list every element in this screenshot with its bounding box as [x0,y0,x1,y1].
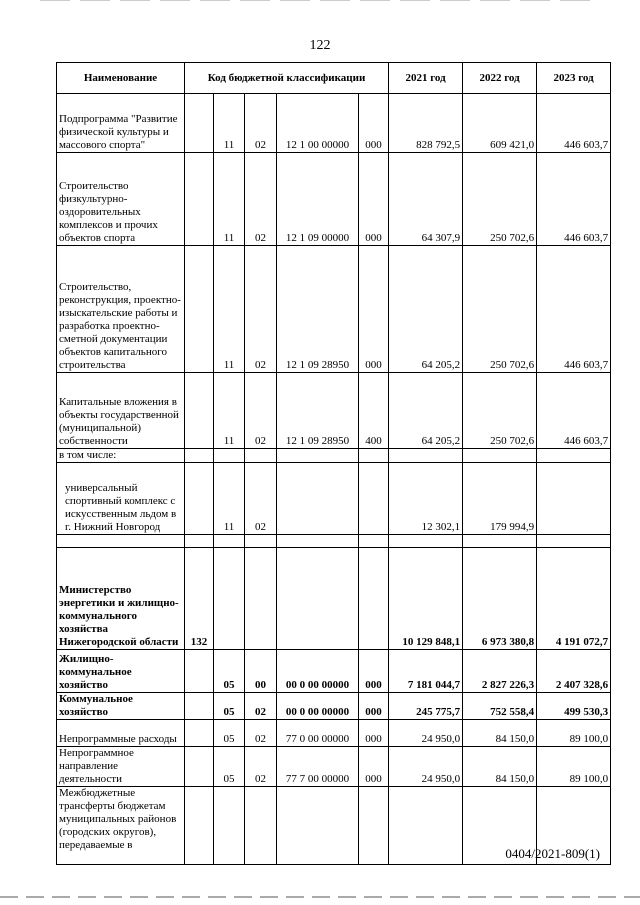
cell-podrazdel: 02 [245,693,277,720]
scan-edge-top [40,0,600,1]
cell-expense-type: 000 [359,747,389,787]
cell-2023: 446 603,7 [537,246,611,373]
cell-razdel [214,787,245,865]
budget-table [56,62,611,865]
cell-ved [185,94,214,153]
cell-2021: 828 792,5 [389,94,463,153]
table-row [57,246,611,373]
cell-2021: 64 205,2 [389,246,463,373]
cell-expense-type: 000 [359,153,389,246]
cell-ved [185,463,214,535]
cell-expense-type [359,463,389,535]
cell-podrazdel [245,449,277,463]
cell-2021: 24 950,0 [389,720,463,747]
cell-name: Строительство физкультурно-оздоровительных комплексов и прочих объектов спорта [57,153,185,246]
cell-name: универсальный спортивный комплекс с искусственным льдом в г. Нижний Новгород [57,463,185,535]
cell-name: Министерство энергетики и жилищно-коммунального хозяйства Нижегородской области [57,548,185,650]
cell-podrazdel [245,548,277,650]
table-row [57,747,611,787]
cell-expense-type [359,449,389,463]
table-row [57,720,611,747]
cell-ved [185,373,214,449]
cell-2022: 2 827 226,3 [463,650,537,693]
cell-2021 [389,535,463,548]
cell-ved [185,720,214,747]
cell-target: 12 1 09 00000 [277,153,359,246]
table-row [57,153,611,246]
cell-razdel [214,449,245,463]
cell-expense-type: 000 [359,693,389,720]
cell-name: Непрограммные расходы [57,720,185,747]
cell-expense-type: 000 [359,246,389,373]
cell-target: 00 0 00 00000 [277,650,359,693]
cell-ved [185,693,214,720]
cell-2021: 24 950,0 [389,747,463,787]
cell-2022: 179 994,9 [463,463,537,535]
cell-expense-type [359,535,389,548]
cell-razdel: 11 [214,246,245,373]
cell-2023: 446 603,7 [537,373,611,449]
cell-ved: 132 [185,548,214,650]
cell-2023: 89 100,0 [537,720,611,747]
cell-2022: 84 150,0 [463,720,537,747]
page-number: 122 [309,38,331,53]
cell-podrazdel [245,535,277,548]
cell-2022: 609 421,0 [463,94,537,153]
cell-target: 77 0 00 00000 [277,720,359,747]
cell-razdel: 05 [214,747,245,787]
cell-podrazdel: 00 [245,650,277,693]
header-name: Наименование [57,63,185,94]
cell-target [277,449,359,463]
cell-ved [185,747,214,787]
cell-name: Капитальные вложения в объекты государственной (муниципальной) собственности [57,373,185,449]
table-row [57,373,611,449]
cell-2022: 250 702,6 [463,246,537,373]
cell-2023: 499 530,3 [537,693,611,720]
cell-expense-type: 000 [359,650,389,693]
cell-target: 12 1 09 28950 [277,246,359,373]
cell-ved [185,650,214,693]
cell-2023: 446 603,7 [537,153,611,246]
cell-name: Межбюджетные трансферты бюджетам муниципальных районов (городских округов), передаваемые в [57,787,185,865]
cell-podrazdel: 02 [245,747,277,787]
cell-2021: 245 775,7 [389,693,463,720]
cell-2022: 752 558,4 [463,693,537,720]
header-code: Код бюджетной классификации [185,63,389,94]
table-row [57,693,611,720]
cell-name: в том числе: [57,449,185,463]
cell-2021 [389,449,463,463]
cell-podrazdel: 02 [245,720,277,747]
cell-2023 [537,463,611,535]
cell-2021: 10 129 848,1 [389,548,463,650]
cell-ved [185,449,214,463]
cell-razdel: 11 [214,94,245,153]
cell-expense-type: 400 [359,373,389,449]
cell-expense-type: 000 [359,94,389,153]
cell-razdel: 05 [214,720,245,747]
document-code: 0404/2021-809(1) [505,846,600,861]
header-2021: 2021 год [389,63,463,94]
header-2023: 2023 год [537,63,611,94]
header-2022: 2022 год [463,63,537,94]
cell-razdel [214,548,245,650]
cell-target: 77 7 00 00000 [277,747,359,787]
cell-target [277,548,359,650]
table-body [57,94,611,865]
cell-name [57,535,185,548]
cell-podrazdel: 02 [245,94,277,153]
cell-target [277,787,359,865]
cell-target [277,535,359,548]
cell-name: Жилищно-коммунальное хозяйство [57,650,185,693]
cell-target: 12 1 00 00000 [277,94,359,153]
cell-target: 12 1 09 28950 [277,373,359,449]
cell-razdel [214,535,245,548]
cell-2022: 250 702,6 [463,153,537,246]
cell-razdel: 11 [214,373,245,449]
cell-2021: 7 181 044,7 [389,650,463,693]
cell-name: Коммунальное хозяйство [57,693,185,720]
cell-podrazdel: 02 [245,463,277,535]
cell-2022: 250 702,6 [463,373,537,449]
cell-2021: 64 205,2 [389,373,463,449]
cell-2021: 12 302,1 [389,463,463,535]
cell-razdel: 05 [214,650,245,693]
cell-2023 [537,449,611,463]
table-row [57,449,611,463]
cell-2023: 446 603,7 [537,94,611,153]
cell-2022 [463,535,537,548]
table-row [57,463,611,535]
cell-podrazdel: 02 [245,246,277,373]
scan-edge-bottom [0,896,640,898]
cell-razdel: 11 [214,153,245,246]
cell-ved [185,153,214,246]
cell-ved [185,246,214,373]
cell-target [277,463,359,535]
cell-2023 [537,535,611,548]
cell-ved [185,535,214,548]
cell-2023: 4 191 072,7 [537,548,611,650]
cell-2022 [463,449,537,463]
cell-name: Непрограммное направление деятельности [57,747,185,787]
cell-2021 [389,787,463,865]
cell-podrazdel [245,787,277,865]
table-row [57,650,611,693]
cell-2022: 6 973 380,8 [463,548,537,650]
cell-2023: 2 407 328,6 [537,650,611,693]
cell-expense-type [359,787,389,865]
cell-target: 00 0 00 00000 [277,693,359,720]
cell-expense-type: 000 [359,720,389,747]
cell-podrazdel: 02 [245,153,277,246]
table-row [57,548,611,650]
cell-razdel: 05 [214,693,245,720]
cell-podrazdel: 02 [245,373,277,449]
header-row [57,63,611,94]
cell-2023: 89 100,0 [537,747,611,787]
cell-2021: 64 307,9 [389,153,463,246]
cell-name: Строительство, реконструкция, проектно-изыскательские работы и разработка проектно-сметной документации объектов капитального строительства [57,246,185,373]
cell-name: Подпрограмма "Развитие физической культуры и массового спорта" [57,94,185,153]
cell-razdel: 11 [214,463,245,535]
cell-2022: 84 150,0 [463,747,537,787]
cell-expense-type [359,548,389,650]
table-row [57,535,611,548]
table-row [57,94,611,153]
cell-ved [185,787,214,865]
